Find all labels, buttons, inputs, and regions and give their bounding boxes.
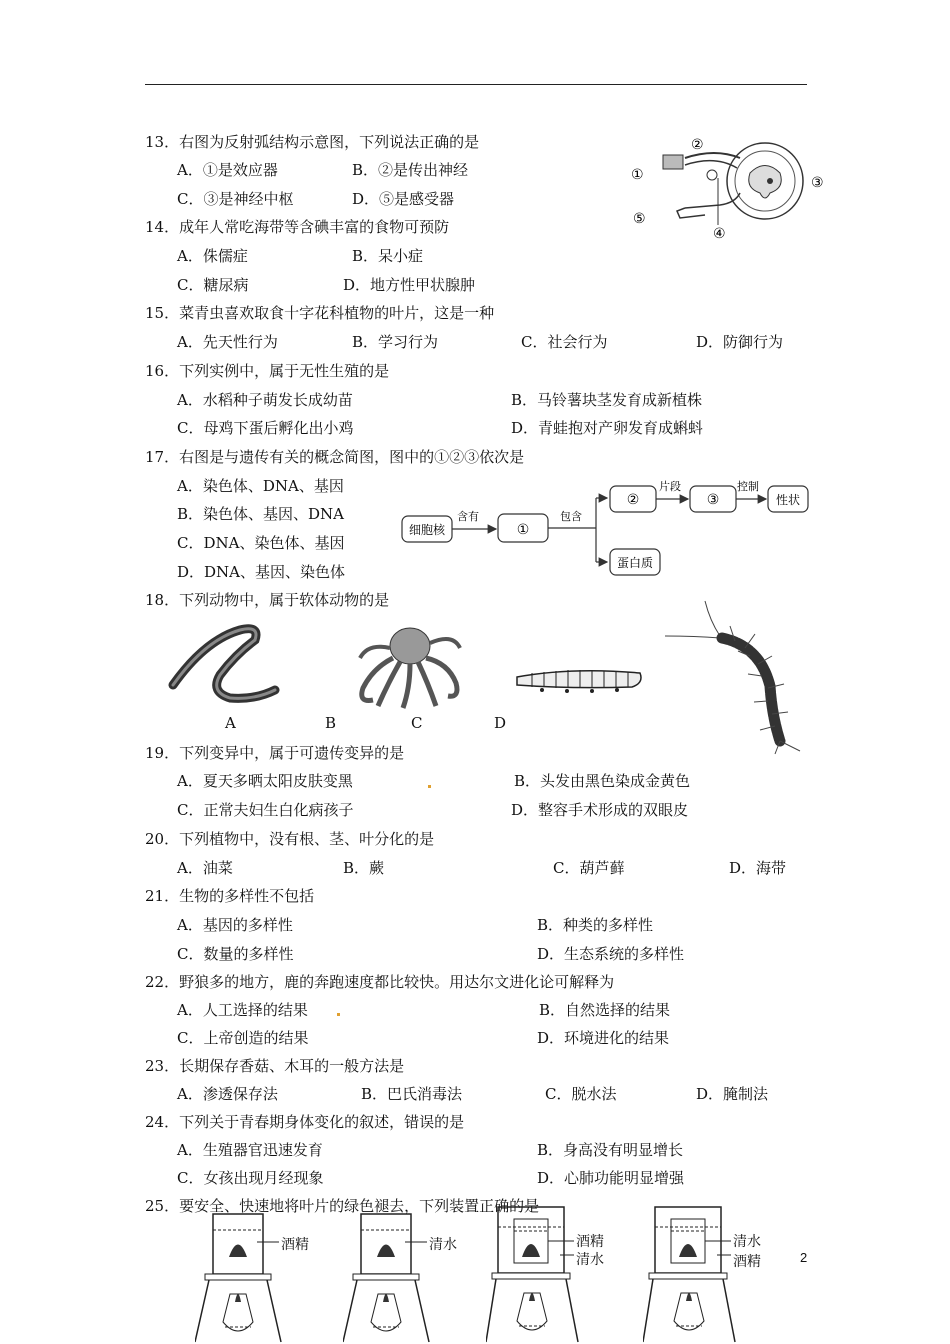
apparatus-b-label: 清水 — [429, 1237, 457, 1253]
text-line: 13．右图为反射弧结构示意图，下列说法正确的是 — [145, 133, 480, 151]
text-line: D．整容手术形成的双眼皮 — [511, 801, 689, 819]
text-line: C．DNA、染色体、基因 — [177, 534, 345, 552]
text-line: D．环境进化的结果 — [537, 1029, 670, 1047]
apparatus-b — [343, 1212, 458, 1344]
text-line: B．蕨 — [343, 859, 385, 877]
concept-fragment-label: 片段 — [659, 480, 681, 493]
text-line: 19．下列变异中，属于可遗传变异的是 — [145, 744, 405, 762]
text-line: 17．右图是与遗传有关的概念简图，图中的①②③依次是 — [145, 448, 525, 466]
apparatus-a — [195, 1212, 310, 1344]
text-line: B．巴氏消毒法 — [361, 1085, 463, 1103]
text-line: B．学习行为 — [352, 333, 439, 351]
reflex-arc-figure — [625, 133, 835, 243]
concept-node-2: ② — [626, 492, 640, 508]
text-line: 23．长期保存香菇、木耳的一般方法是 — [145, 1057, 405, 1075]
animal-label-b: B — [325, 714, 337, 732]
header-rule — [145, 84, 807, 85]
text-line: B．染色体、基因、DNA — [177, 505, 345, 523]
scan-mark — [428, 785, 431, 788]
text-line: B．种类的多样性 — [537, 916, 654, 934]
text-line: C．母鸡下蛋后孵化出小鸡 — [177, 419, 354, 437]
text-line: A．夏天多晒太阳皮肤变黑 — [177, 772, 353, 790]
text-line: D．防御行为 — [696, 333, 784, 351]
concept-has-label: 含有 — [457, 510, 479, 523]
text-line: C．上帝创造的结果 — [177, 1029, 309, 1047]
text-line: D．地方性甲状腺肿 — [343, 276, 476, 294]
text-line: B．马铃薯块茎发育成新植株 — [511, 391, 703, 409]
text-line: A．水稻种子萌发长成幼苗 — [177, 391, 353, 409]
text-line: 24．下列关于青春期身体变化的叙述，错误的是 — [145, 1113, 465, 1131]
text-line: A．生殖器官迅速发育 — [177, 1141, 323, 1159]
text-line: B．身高没有明显增长 — [537, 1141, 684, 1159]
text-line: A．油菜 — [177, 859, 233, 877]
page-number: 2 — [800, 1250, 808, 1265]
text-line: B．自然选择的结果 — [539, 1001, 671, 1019]
text-line: 14．成年人常吃海带等含碘丰富的食物可预防 — [145, 218, 450, 236]
concept-nucleus: 细胞核 — [408, 523, 446, 537]
apparatus-d-label-top: 清水 — [733, 1234, 761, 1250]
animal-label-a: A — [225, 714, 236, 732]
concept-trait: 性状 — [775, 493, 801, 507]
scan-mark — [337, 1013, 340, 1016]
reflex-label-5: ⑤ — [633, 211, 646, 227]
apparatus-a-label: 酒精 — [281, 1237, 309, 1253]
apparatus-d-label-bottom: 酒精 — [733, 1254, 761, 1270]
concept-protein: 蛋白质 — [616, 556, 654, 570]
text-line: 25．要安全、快速地将叶片的绿色褪去，下列装置正确的是 — [145, 1197, 540, 1215]
text-line: D．青蛙抱对产卵发育成蝌蚪 — [511, 419, 704, 437]
text-line: 21．生物的多样性不包括 — [145, 887, 315, 905]
reflex-label-3: ③ — [811, 175, 824, 191]
earthworm-image — [165, 620, 285, 710]
text-line: B．头发由黑色染成金黄色 — [514, 772, 691, 790]
text-line: B．②是传出神经 — [352, 161, 469, 179]
text-line: D．海带 — [729, 859, 787, 877]
text-line: 22．野狼多的地方，鹿的奔跑速度都比较快。用达尔文进化论可解释为 — [145, 973, 615, 991]
apparatus-c-label-top: 酒精 — [576, 1234, 604, 1250]
text-line: C．③是神经中枢 — [177, 190, 294, 208]
caterpillar-image — [512, 655, 647, 695]
apparatus-c — [486, 1205, 601, 1344]
text-line: D．DNA、基因、染色体 — [177, 563, 346, 581]
text-line: D．⑤是感受器 — [352, 190, 455, 208]
text-line: A．①是效应器 — [177, 161, 278, 179]
concept-control-label: 控制 — [737, 480, 759, 493]
text-line: A．渗透保存法 — [177, 1085, 278, 1103]
text-line: 18．下列动物中，属于软体动物的是 — [145, 591, 390, 609]
text-line: A．染色体、DNA、基因 — [177, 477, 344, 495]
text-line: A．基因的多样性 — [177, 916, 293, 934]
octopus-image — [348, 618, 468, 713]
animal-label-c: C — [411, 714, 423, 732]
text-line: 15．菜青虫喜欢取食十字花科植物的叶片，这是一种 — [145, 304, 495, 322]
heredity-concept-map — [398, 478, 818, 578]
text-line: C．糖尿病 — [177, 276, 249, 294]
text-line: C．女孩出现月经现象 — [177, 1169, 324, 1187]
text-line: C．社会行为 — [521, 333, 608, 351]
reflex-label-2: ② — [691, 137, 704, 153]
concept-node-3: ③ — [706, 492, 720, 508]
text-line: A．先天性行为 — [177, 333, 278, 351]
text-line: C．正常夫妇生白化病孩子 — [177, 801, 354, 819]
text-line: D．心肺功能明显增强 — [537, 1169, 685, 1187]
text-line: 16．下列实例中，属于无性生殖的是 — [145, 362, 390, 380]
text-line: A．侏儒症 — [177, 247, 248, 265]
text-line: C．葫芦藓 — [553, 859, 625, 877]
centipede-image — [660, 596, 820, 756]
apparatus-c-label-bottom: 清水 — [576, 1252, 604, 1268]
text-line: D．生态系统的多样性 — [537, 945, 685, 963]
concept-contains-label: 包含 — [560, 510, 582, 523]
text-line: D．腌制法 — [696, 1085, 769, 1103]
text-line: 20．下列植物中，没有根、茎、叶分化的是 — [145, 830, 435, 848]
text-line: A．人工选择的结果 — [177, 1001, 308, 1019]
text-line: C．脱水法 — [545, 1085, 617, 1103]
concept-node-1: ① — [516, 522, 530, 538]
reflex-label-4: ④ — [713, 226, 726, 242]
text-line: C．数量的多样性 — [177, 945, 294, 963]
text-line: B．呆小症 — [352, 247, 424, 265]
reflex-label-1: ① — [631, 167, 644, 183]
apparatus-d — [643, 1205, 758, 1344]
animal-label-d: D — [494, 714, 507, 732]
